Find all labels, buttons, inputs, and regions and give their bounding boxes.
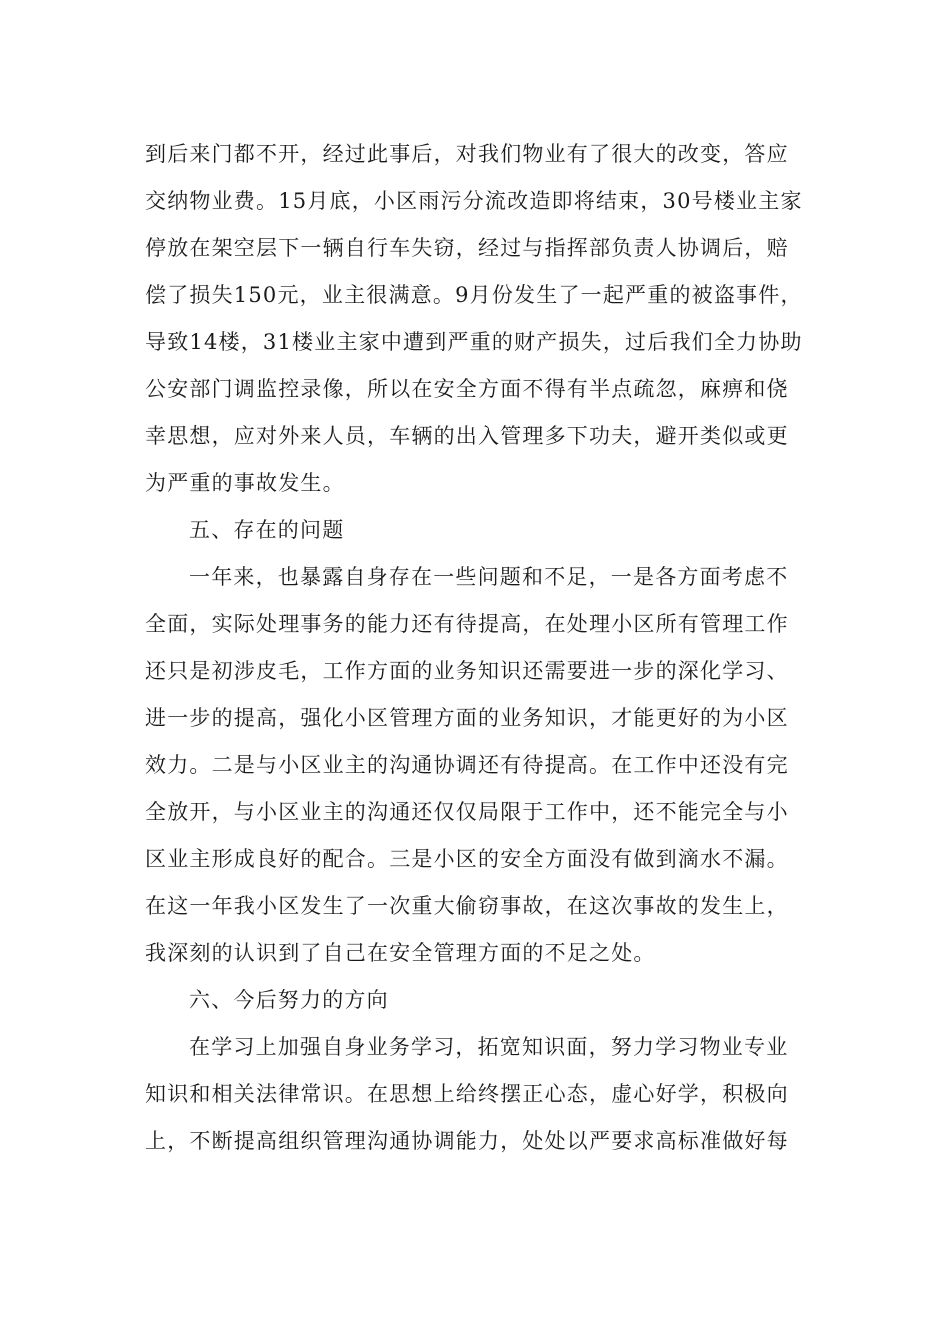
body-text-line: 全放开，与小区业主的沟通还仅仅局限于工作中，还不能完全与小 [145, 800, 789, 824]
body-text-line: 进一步的提高，强化小区管理方面的业务知识，才能更好的为小区 [145, 706, 789, 730]
body-text-line: 为严重的事故发生。 [145, 471, 345, 495]
body-text-line: 我深刻的认识到了自己在安全管理方面的不足之处。 [145, 941, 656, 965]
body-text-line: 效力。二是与小区业主的沟通协调还有待提高。在工作中还没有完 [145, 753, 789, 777]
body-text-line: 幸思想，应对外来人员，车辆的出入管理多下功夫，避开类似或更 [145, 424, 789, 448]
section-heading: 五、存在的问题 [189, 518, 345, 542]
body-text-line: 还只是初涉皮毛，工作方面的业务知识还需要进一步的深化学习、 [145, 659, 789, 683]
body-text-line: 交纳物业费。15月底，小区雨污分流改造即将结束，30号楼业主家 [145, 189, 803, 213]
body-text-line: 知识和相关法律常识。在思想上给终摆正心态，虚心好学，积极向 [145, 1082, 789, 1106]
body-text-line: 在学习上加强自身业务学习，拓宽知识面，努力学习物业专业 [189, 1035, 789, 1059]
body-text-line: 上，不断提高组织管理沟通协调能力，处处以严要求高标准做好每 [145, 1129, 789, 1153]
body-text-line: 一年来，也暴露自身存在一些问题和不足，一是各方面考虑不 [189, 565, 789, 589]
body-text-line: 在这一年我小区发生了一次重大偷窃事故，在这次事故的发生上， [145, 894, 789, 918]
body-text-line: 全面，实际处理事务的能力还有待提高，在处理小区所有管理工作 [145, 612, 789, 636]
body-text-line: 导致14楼，31楼业主家中遭到严重的财产损失，过后我们全力协助 [145, 330, 803, 354]
body-text-line: 公安部门调监控录像，所以在安全方面不得有半点疏忽，麻痹和侥 [145, 377, 789, 401]
body-text-line: 偿了损失150元，业主很满意。9月份发生了一起严重的被盗事件， [145, 283, 803, 307]
body-text-line: 区业主形成良好的配合。三是小区的安全方面没有做到滴水不漏。 [145, 847, 789, 871]
body-text-line: 到后来门都不开，经过此事后，对我们物业有了很大的改变，答应 [145, 142, 789, 166]
section-heading: 六、今后努力的方向 [189, 988, 389, 1012]
body-text-line: 停放在架空层下一辆自行车失窃，经过与指挥部负责人协调后，赔 [145, 236, 789, 260]
